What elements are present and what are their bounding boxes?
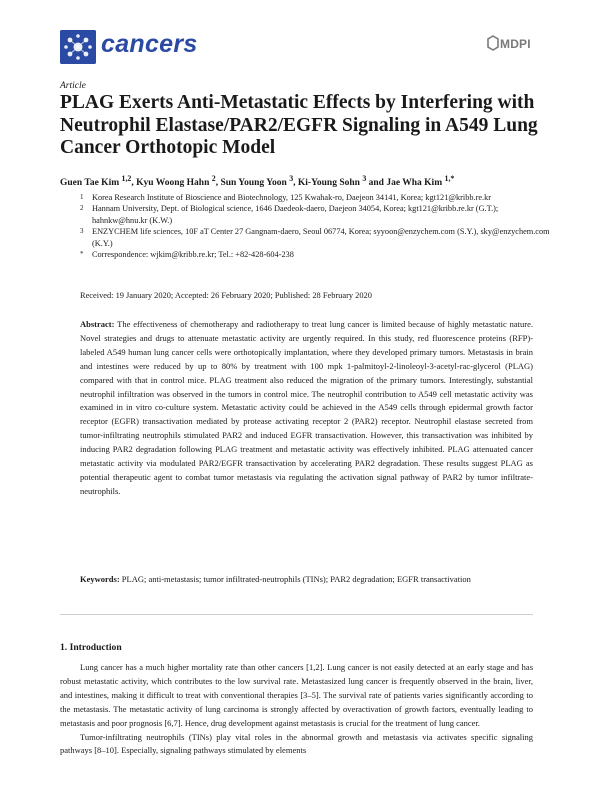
journal-logo-icon xyxy=(60,30,96,64)
affiliation-marker: 1 xyxy=(80,193,84,201)
journal-name[interactable]: cancers xyxy=(101,30,198,58)
author-name[interactable]: and Jae Wha Kim xyxy=(366,178,445,189)
section-heading: 1. Introduction xyxy=(60,642,122,653)
publisher-logo-icon xyxy=(486,33,500,57)
affiliation-item xyxy=(80,192,550,203)
affiliation-item xyxy=(80,203,550,226)
author-affiliation-marker: 2 xyxy=(211,174,216,183)
author-affiliation-marker: 3 xyxy=(289,174,294,183)
abstract xyxy=(80,318,533,499)
article-title: PLAG Exerts Anti-Metastatic Effects by Interfering with Neutrophil Elastase/PAR2/EGFR Signaling in A549 Lung Cancer Orthotopic Model xyxy=(60,92,538,158)
introduction-body xyxy=(60,661,533,758)
affiliation-text: ENZYCHEM life sciences, 10F aT Center 27 Gangnam-daero, Seoul 06774, Korea; syyoon@enzychem.com (S.Y.), sky@enzychem.com (K.Y.) xyxy=(92,227,550,248)
keywords-label: Keywords: xyxy=(80,574,120,584)
keywords-text: PLAG; anti-metastasis; tumor infiltrated-neutrophils (TINs); PAR2 degradation; EGFR transactivation xyxy=(119,574,471,584)
author-name[interactable]: Guen Tae Kim xyxy=(60,178,122,189)
keywords xyxy=(80,573,533,587)
author-list xyxy=(60,174,540,188)
affiliation-text: Hannam University, Dept. of Biological science, 1646 Daedeok-daero, Daejeon 34054, Korea; kgt121@kribb.re.kr (G.T.); hahnkw@hnu.kr (K.W.) xyxy=(92,204,499,225)
affiliation-marker: 2 xyxy=(80,204,84,213)
publication-dates: Received: 19 January 2020; Accepted: 26 February 2020; Published: 28 February 2020 xyxy=(80,291,372,300)
affiliation-list xyxy=(80,192,550,260)
publisher-name: MDPI xyxy=(500,37,531,51)
author-name[interactable]: , Sun Young Yoon xyxy=(215,178,290,189)
correspondence-item xyxy=(80,249,550,260)
publisher-logo[interactable] xyxy=(486,33,532,57)
paragraph: Lung cancer has a much higher mortality rate than other cancers [1,2]. Lung cancer is not easily detected at an early stage and has robust metastatic activity, which contributes to the low survival rate. Metastasized lung cancer is frequently observed in the brain, liver, and intestines, making it difficult to treat with conventional therapies [3–5]. The survival rate of patients varies significantly according to the metastasis. The metastatic activity of lung carcinoma is strongly affected by overactivation of growth factors, eventually leading to metastasis and poor prognosis [6,7]. Hence, drug development against metastasis is crucial for the treatment of lung cancer. xyxy=(60,662,533,728)
correspondence-text: Correspondence: wjkim@kribb.re.kr; Tel.: +82-428-604-238 xyxy=(92,250,294,260)
affiliation-item xyxy=(80,226,550,249)
affiliation-text: Korea Research Institute of Bioscience and Biotechnology, 125 Kwahak-ro, Daejeon 34141, Korea; kgt121@kribb.re.kr xyxy=(92,193,492,202)
author-affiliation-marker: 1,* xyxy=(444,174,455,183)
author-affiliation-marker: 1,2 xyxy=(121,174,132,183)
author-affiliation-marker: 3 xyxy=(362,174,367,183)
affiliation-marker: 3 xyxy=(80,227,84,236)
affiliation-marker: * xyxy=(80,250,84,259)
paragraph: Tumor-infiltrating neutrophils (TINs) play vital roles in the abnormal growth and metastasis via activates specific signaling pathways [8–10]. Especially, signaling pathways stimulated by elements xyxy=(60,731,533,756)
author-name[interactable]: , Kyu Woong Hahn xyxy=(131,178,212,189)
article-type: Article xyxy=(60,81,86,91)
abstract-label: Abstract: xyxy=(80,319,115,329)
section-divider xyxy=(60,614,533,615)
author-name[interactable]: , Ki-Young Sohn xyxy=(293,178,363,189)
abstract-text: The effectiveness of chemotherapy and radiotherapy to treat lung cancer is limited because of highly metastatic nature. Novel strategies and drugs to attenuate metastatic activity are urgently required. In this study, red fluorescence proteins (RFP)-labeled A549 human lung cancer cells were orthotopically implantation, where they developed primary tumors. Metastasis in brain and intestines were reduced by up to 80% by treatment with 100 mpk 1-palmitoyl-2-linoleoyl-3-acetyl-rac-glycerol (PLAG) compared with that in control mice. PLAG treatment also reduced the migration of the primary tumors. Interestingly, substantial neutrophil infiltration was observed in the tumors in control mice. The neutrophil contribution to A549 cell metastatic activity was examined in in vitro co-culture system. Metastatic activity could be achieved in the A549 cells through epidermal growth factor receptor (EGFR) transactivation mediated by protease activating receptor 2 (PAR2) receptor. Neutrophil elastase secreted from tumor-infiltrating neutrophils stimulated PAR2 and induced EGFR transactivation. However, this transactivation was inhibited by inducing PAR2 degradation following PLAG treatment and metastatic activity was effectively inhibited. PLAG attenuated cancer metastatic activity via modulated PAR2/EGFR transactivation by accelerating PAR2 degradation. These results suggest PLAG as potential therapeutic agent to combat tumor metastasis via regulating the activation signal pathway of PAR2 by tumor infiltrate-neutrophils. xyxy=(80,319,533,496)
